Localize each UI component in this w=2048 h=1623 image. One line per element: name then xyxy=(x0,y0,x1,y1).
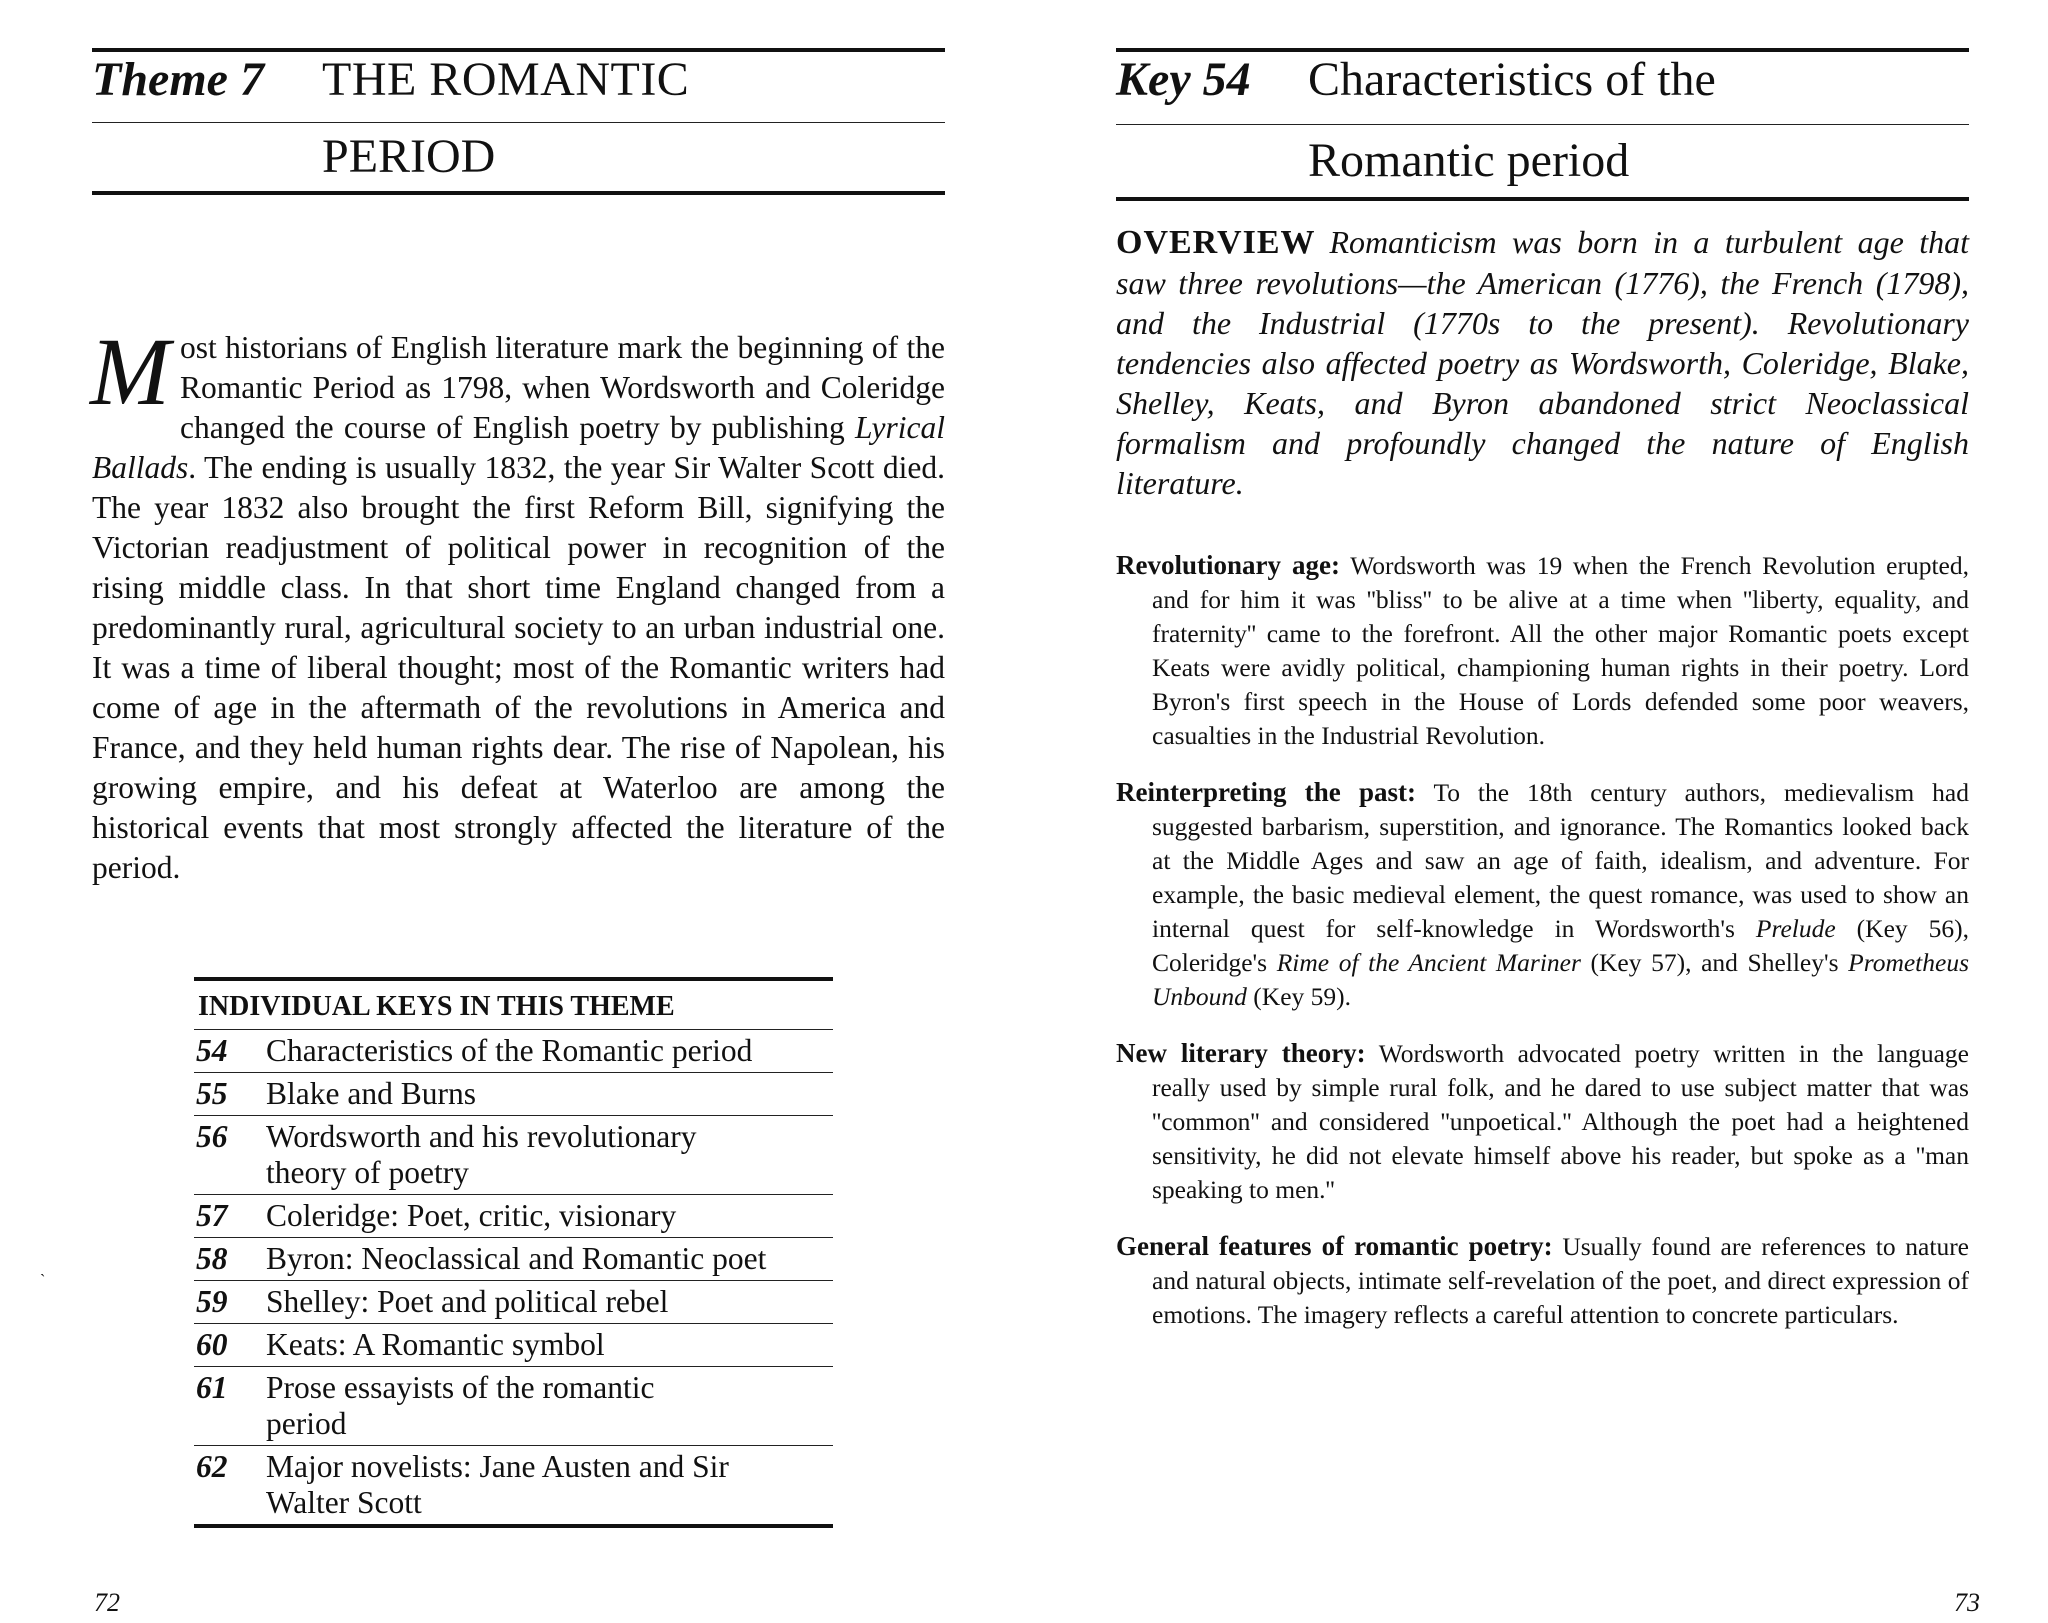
right-page xyxy=(1024,0,2048,1623)
entry-text: (Key 59). xyxy=(1246,982,1352,1011)
entry-text: (Key 57), and Shelley's xyxy=(1580,948,1849,977)
key-row xyxy=(194,1030,833,1073)
drop-cap: M xyxy=(90,318,170,425)
key-number: 56 xyxy=(196,1119,228,1154)
key-row xyxy=(194,1073,833,1116)
key-number: 57 xyxy=(196,1198,228,1233)
theme-title-row xyxy=(92,52,945,122)
header-bottom-rule xyxy=(92,191,945,195)
intro-text-part1: ost historians of English literature mark the beginning of the Romantic Period as 1798, when Wordsworth and Coleridge changed the course of English poetry by publishing xyxy=(179,330,945,445)
key-title: Prose essayists of the romantic period xyxy=(266,1370,655,1441)
key-row xyxy=(194,1116,833,1195)
key-number: 60 xyxy=(196,1327,228,1362)
theme-title-line1: THE ROMANTIC xyxy=(322,53,690,106)
key-row xyxy=(194,1195,833,1238)
individual-keys-table xyxy=(194,977,833,1528)
key-row xyxy=(194,1446,833,1528)
key-title: Coleridge: Poet, critic, visionary xyxy=(266,1198,677,1233)
theme-label: Theme 7 xyxy=(92,53,264,106)
key-title: Major novelists: Jane Austen and Sir Walter Scott xyxy=(266,1449,729,1520)
overview-text: Romanticism was born in a turbulent age that saw three revolutions—the American (1776), the French (1798), and the Industrial (1770s to the present). Revolutionary tendencies also affected poetry as Wordsworth, Coleridge, Blake, Shelley, Keats, and Byron abandoned strict Neoclassical formalism and profoundly changed the nature of English literature. xyxy=(1116,224,1969,501)
key-number: 58 xyxy=(196,1241,228,1276)
entry-term: General features of romantic poetry: xyxy=(1116,1231,1553,1261)
page-number-left: 72 xyxy=(94,1588,120,1617)
keys-table-heading: INDIVIDUAL KEYS IN THIS THEME xyxy=(194,977,833,1030)
entry-new-literary-theory xyxy=(1116,1036,1969,1207)
entry-term: Revolutionary age: xyxy=(1116,550,1341,580)
key-title-line2: Romantic period xyxy=(1308,134,1630,187)
key-number: 59 xyxy=(196,1284,228,1319)
key-header xyxy=(1116,48,1969,201)
intro-paragraph xyxy=(90,318,945,888)
key-number: 54 xyxy=(196,1033,228,1068)
entry-text: To the 18th century authors, medievalism had suggested barbarism, superstition, and ignorance. The Romantics looked back at the Middle Ages and saw an age of faith, idealism, and adventure. For example, the basic medieval element, the quest romance, was used to show an internal quest for self-knowledge in Wordsworth's xyxy=(1152,778,1969,943)
overview-label: OVERVIEW xyxy=(1116,224,1316,261)
entry-reinterpreting-past xyxy=(1116,775,1969,1014)
overview-block xyxy=(1116,222,1969,503)
key-row xyxy=(194,1238,833,1281)
key-title: Wordsworth and his revolutionary theory of poetry xyxy=(266,1119,697,1190)
key-number: 55 xyxy=(196,1076,228,1111)
theme-title-line2: PERIOD xyxy=(322,130,496,183)
entry-revolutionary-age xyxy=(1116,548,1969,753)
entry-text: Wordsworth was 19 when the French Revolution erupted, and for him it was ''bliss'' to be alive at a time when ''liberty, equality, and fraternity'' came to the forefront. All the other major Romantic poets except Keats were avidly political, championing human rights in their poetry. Lord Byron's first speech in the House of Lords defended some poor weavers, casualties in the Industrial Revolution. xyxy=(1152,551,1969,750)
key-entries xyxy=(1116,548,1969,1354)
page-number-right: 73 xyxy=(1954,1588,1980,1617)
key-number: 62 xyxy=(196,1449,228,1484)
entry-text: Usually found are references to nature and natural objects, intimate self-revelation of the poet, and direct expression of emotions. The imagery reflects a careful attention to concrete particulars. xyxy=(1152,1232,1969,1329)
entry-text: Wordsworth advocated poetry written in the language really used by simple rural folk, and he dared to use subject matter that was ''common'' and considered ''unpoetical.'' Although the poet had a heightened sensitivity, he did not elevate himself above his reader, but spoke as a ''man speaking to men.'' xyxy=(1152,1039,1969,1204)
key-title: Byron: Neoclassical and Romantic poet xyxy=(266,1241,767,1276)
key-row xyxy=(194,1324,833,1367)
key-header-bottom-rule xyxy=(1116,197,1969,201)
stray-mark: ` xyxy=(40,1272,46,1289)
entry-term: New literary theory: xyxy=(1116,1038,1366,1068)
key-title-line1: Characteristics of the xyxy=(1308,53,1716,106)
key-title: Blake and Burns xyxy=(266,1076,476,1111)
work-title: Prometheus Unbound xyxy=(1152,948,1970,1011)
work-title: Rime of the Ancient Mariner xyxy=(1276,948,1581,977)
intro-book-title: Lyrical Ballads xyxy=(92,410,945,485)
key-number: 61 xyxy=(196,1370,228,1405)
entry-text: (Key 56), Coleridge's xyxy=(1152,914,1970,977)
entry-general-features xyxy=(1116,1229,1969,1332)
key-title-row xyxy=(1116,52,1969,124)
intro-text-part2: . The ending is usually 1832, the year Sir Walter Scott died. The year 1832 also brought the first Reform Bill, signifying the Victorian readjustment of political power in recognition of the rising middle class. In that short time England changed from a predominantly rural, agricultural society to an urban industrial one. It was a time of liberal thought; most of the Romantic writers had come of age in the aftermath of the revolutions in America and France, and they held human rights dear. The rise of Napolean, his growing empire, and his defeat at Waterloo are among the historical events that most strongly affected the literature of the period. xyxy=(92,450,945,885)
key-row xyxy=(194,1281,833,1324)
entry-term: Reinterpreting the past: xyxy=(1116,777,1417,807)
key-row xyxy=(194,1367,833,1446)
key-title: Keats: A Romantic symbol xyxy=(266,1327,605,1362)
theme-header xyxy=(92,48,945,195)
key-title: Characteristics of the Romantic period xyxy=(266,1033,753,1068)
work-title: Prelude xyxy=(1755,914,1836,943)
key-title: Shelley: Poet and political rebel xyxy=(266,1284,669,1319)
key-label: Key 54 xyxy=(1116,53,1251,106)
